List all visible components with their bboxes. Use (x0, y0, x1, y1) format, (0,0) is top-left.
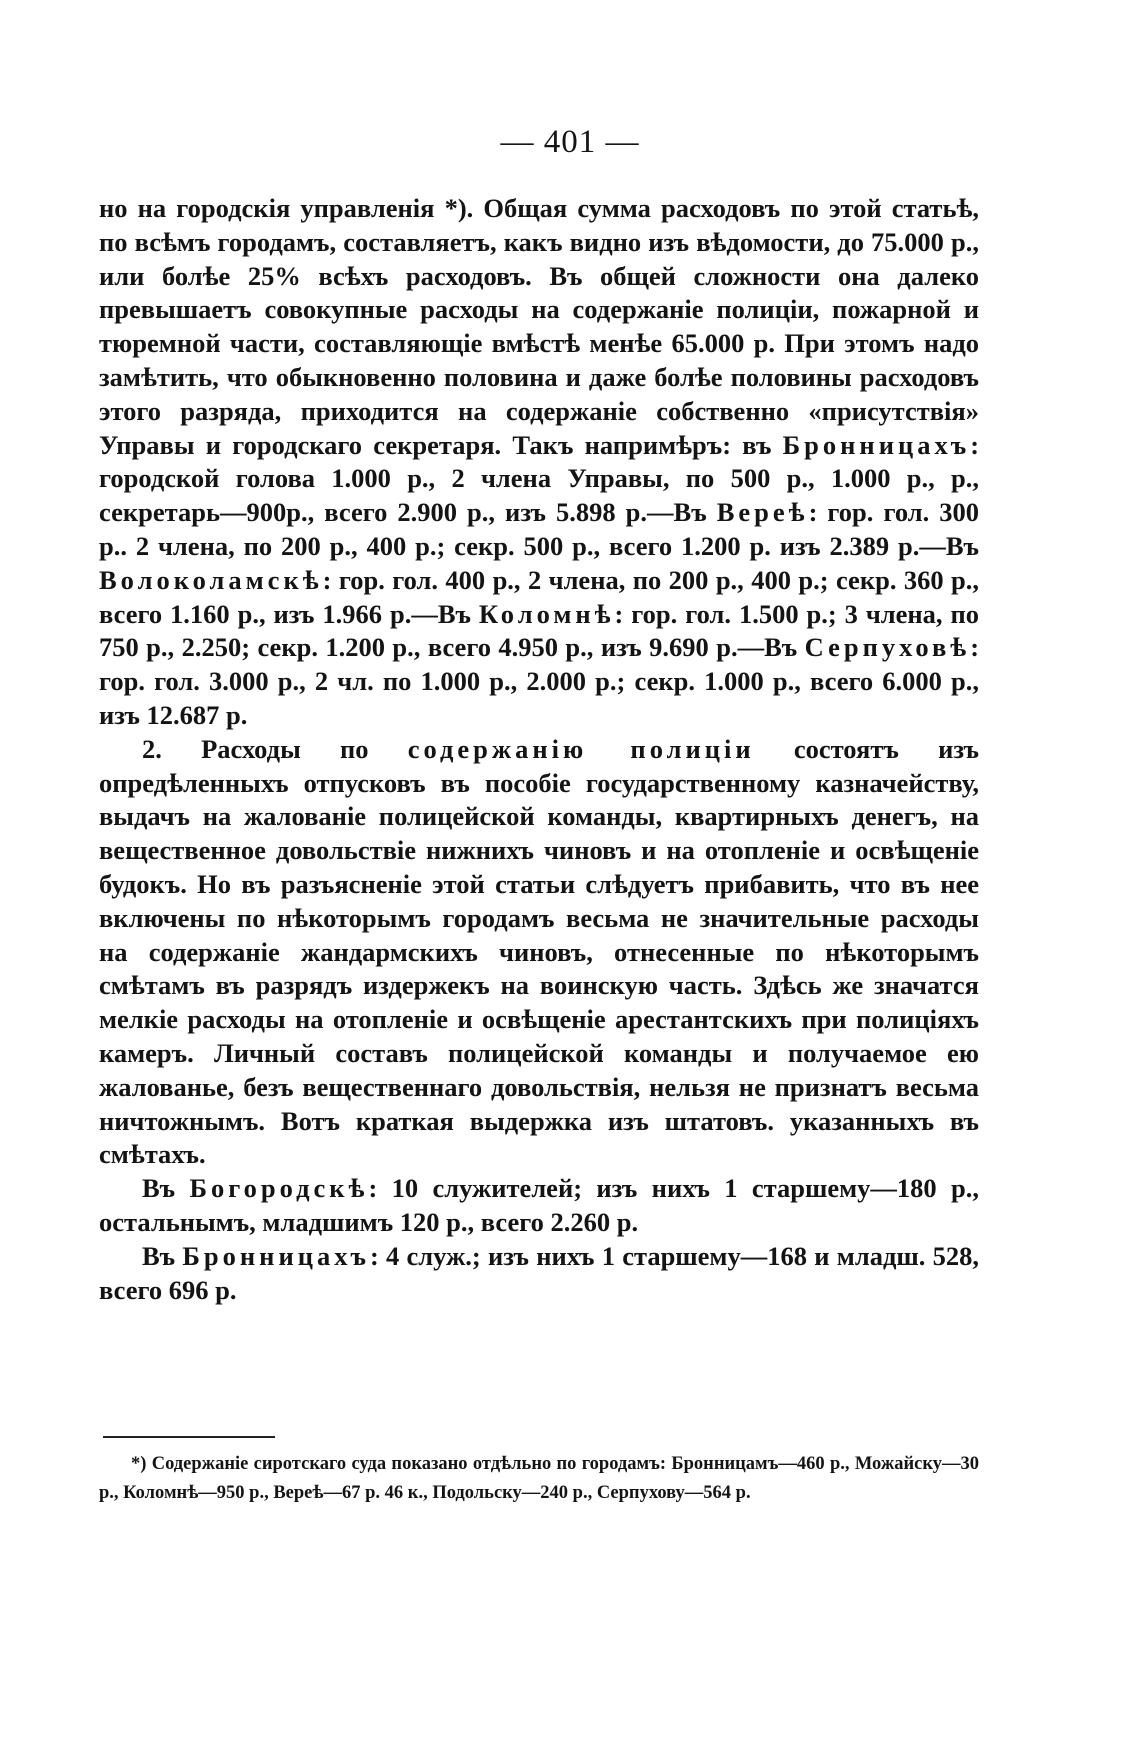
place-name: Бронницахъ (782, 429, 971, 460)
paragraph-4-lead: Въ (142, 1240, 176, 1271)
paragraph-1-text-2: : городской голова 1.000 р., 2 члена Управы, по 500 р., 1.000 р., р., секретарь—900р., всего 2.900 р., изъ 5.898 р.—Въ (99, 429, 980, 528)
main-text (99, 192, 979, 1307)
paragraph-2-body: состоятъ изъ опредѣленныхъ отпусковъ въ пособіе государственному казначейству, выдачъ на жалованіе полицейской команды, квартирныхъ денегъ, на вещественное довольствіе нижнихъ чиновъ и на отопленіе и освѣщеніе будокъ. Но въ разъясненіе этой статьи слѣдуетъ прибавить, что въ нее включены по нѣкоторымъ городамъ весьма не значительные расходы на содержаніе жандармскихъ чиновъ, отнесенные по нѣкоторымъ смѣтамъ въ разрядъ издержекъ на воинскую часть. Здѣсь же значатся мелкіе расходы на отопленіе и освѣщеніе арестантскихъ при полиціяхъ камеръ. Личный составъ полицейской команды и получаемое ею жалованье, безъ вещественнаго довольствія, нельзя не признатъ весьма ничтожнымъ. Вотъ краткая выдержка изъ штатовъ. указанныхъ въ смѣтахъ. (99, 733, 979, 1170)
paragraph-1-text-3: : гор. гол. 300 р.. 2 члена, по 200 р., 400 р.; секр. 500 р., всего 1.200 р. изъ 2.389 р.—Въ (99, 497, 979, 561)
page-number: — 401 — (500, 124, 640, 160)
footnote-divider (103, 1436, 275, 1438)
paragraph-2-emphasis: содержанію полиціи (407, 733, 755, 764)
paragraph-1-text: но на городскія управленія *). Общая сумма расходовъ по этой статьѣ, по всѣмъ городамъ, составляетъ, какъ видно изъ вѣдомости, до 75.000 р., или болѣе 25% всѣхъ расходовъ. Въ общей сложности она далеко превышаетъ совокупные расходы на содержаніе полиціи, пожарной и тюремной части, составляющіе вмѣстѣ менѣе 65.000 р. При этомъ надо замѣтить, что обыкновенно половина и даже болѣе половины расходовъ этого разряда, приходится на содержаніе собственно «присутствія» Управы и городскаго секретаря. Такъ напримѣръ: въ (99, 193, 979, 460)
place-name: Вереѣ (716, 497, 809, 528)
footnote-mark: *) (131, 1454, 147, 1474)
place-name: Коломнѣ (478, 598, 615, 629)
footnote-text: Содержаніе сиротскаго суда показано отдѣльно по городамъ: Бронницамъ—460 р., Можайску—30 р., Коломнѣ—950 р., Вереѣ—67 р. 46 к., Подольску—240 р., Серпухову—564 р. (99, 1454, 980, 1503)
place-name: Бронницахъ (182, 1240, 370, 1271)
place-name: Богородскѣ (189, 1173, 369, 1204)
paragraph-3 (99, 1172, 979, 1240)
place-name: Серпуховѣ (804, 632, 971, 663)
paragraph-1-text-5: : гор. гол. 1.500 р.; 3 члена, по 750 р., 2.250; секр. 1.200 р., всего 4.950 р., изъ 9.690 р.—Въ (99, 598, 980, 663)
paragraph-2 (99, 733, 979, 1172)
place-name: Волоколамскѣ (99, 564, 323, 595)
paragraph-1-text-4: : гор. гол. 400 р., 2 члена, по 200 р., 400 р.; секр. 360 р., всего 1.160 р., изъ 1.966 р.—Въ (99, 564, 979, 629)
paragraph-1-text-6: : гор. гол. 3.000 р., 2 чл. по 1.000 р., 2.000 р.; секр. 1.000 р., всего 6.000 р., изъ 12.687 р. (99, 632, 980, 730)
paragraph-1 (99, 192, 979, 733)
footnote (99, 1450, 979, 1507)
paragraph-3-body: : 10 служителей; изъ нихъ 1 старшему—180 р., остальнымъ, младшимъ 120 р., всего 2.260 р. (99, 1173, 980, 1237)
paragraph-3-lead: Въ (142, 1173, 176, 1204)
paragraph-4 (99, 1240, 979, 1308)
paragraph-4-body: : 4 служ.; изъ нихъ 1 старшему—168 и младш. 528, всего 696 р. (99, 1240, 980, 1305)
paragraph-2-lead: 2. Расходы по (142, 733, 369, 764)
